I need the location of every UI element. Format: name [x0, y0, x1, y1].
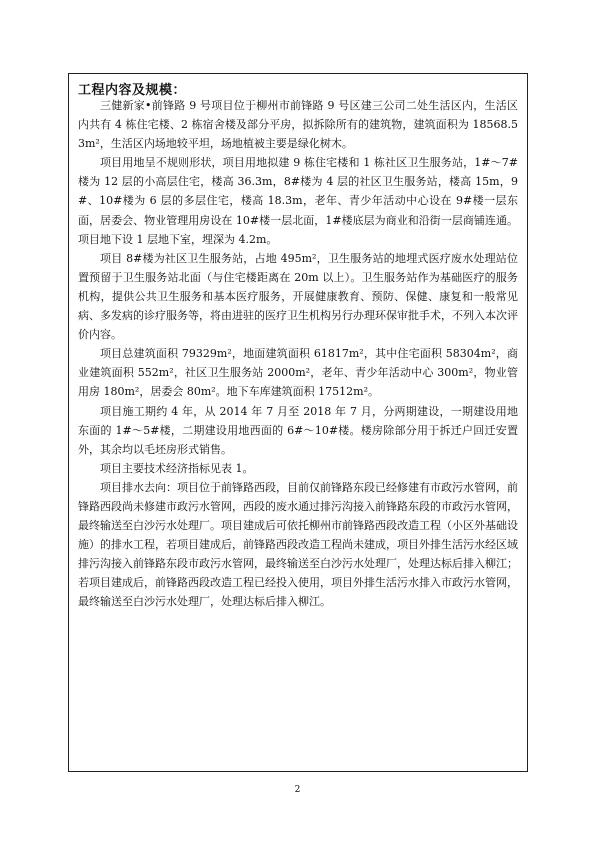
page-number: 2 [294, 785, 301, 795]
paragraph-floor-area: 项目总建筑面积 79329m²，地面建筑面积 61817m²，其中住宅面积 58304m²，商业建筑面积 552m²，社区卫生服务站 2000m²，老年、青少年活动中心 300m²，物业管用房 180m²，居委会 80m²。地下车库建筑面积 17512m²。 [78, 347, 518, 399]
section-heading: 工程内容及规模： [78, 83, 187, 98]
paragraph-health-station: 项目 8#楼为社区卫生服务站，占地 495m²，卫生服务站的地埋式医疗废水处理站位置预留于卫生服务站北面（与住宅楼距离在 20m 以上）。卫生服务站作为基础医疗的服务机构，提供公共卫生服务和基本医疗服务，开展健康教育、预防、保健、康复和一般常见病、多发病的诊疗服务等，将由进驻的医疗卫生机构另行办理环保审批手术，不列入本次评价内容。 [78, 251, 518, 342]
paragraph-buildings: 项目用地呈不规则形状，项目用地拟建 9 栋住宅楼和 1 栋社区卫生服务站，1#～7#楼为 12 层的小高层住宅，楼高 36.3m，8#楼为 4 层的社区卫生服务站，楼高 15m，9#、10#楼为 6 层的多层住宅，楼高 18.3m，老年、青少年活动中心设在 9#楼一层东面，居委会、物业管理用房设在 10#楼一层北面，1#楼底层为商业和沿街一层商铺连通。项目地下设 1 层地下室，埋深为 4.2m。 [78, 156, 518, 246]
paragraph-drainage: 项目排水去向：项目位于前锋路西段，目前仅前锋路东段已经修建有市政污水管网，前锋路西段尚未修建市政污水管网，西段的废水通过排污沟接入前锋路东段的市政污水管网，最终输送至白沙污水处理厂。项目建成后可依托柳州市前锋路西段改造工程（小区外基础设施）的排水工程，若项目建成后，前锋路西段改造工程尚未建成，项目外排生活污水经区域排污沟接入前锋路东段市政污水管网，最终输送至白沙污水处理厂，处理达标后排入柳江；若项目建成后，前锋路西段改造工程已经投入使用，项目外排生活污水排入市政污水管网，最终输送至白沙污水处理厂，处理达标后排入柳江。 [78, 480, 518, 609]
paragraph-schedule: 项目施工期约 4 年，从 2014 年 7 月至 2018 年 7 月，分两期建设，一期建设用地东面的 1#～5#楼，二期建设用地西面的 6#～10#楼。楼房除部分用于拆迁户回迁安置外，其余均以毛坯房形式销售。 [78, 404, 518, 456]
paragraph-location: 三健新家•前锋路 9 号项目位于柳州市前锋路 9 号区建三公司二处生活区内，生活区内共有 4 栋住宅楼、2 栋宿舍楼及部分平房，拟拆除所有的建筑物，建筑面积为 18568.53m²，生活区内场地较平坦，场地植被主要是绿化树木。 [78, 99, 518, 151]
paragraph-table-ref: 项目主要技术经济指标见表 1。 [100, 461, 254, 475]
body-text [78, 96, 518, 612]
